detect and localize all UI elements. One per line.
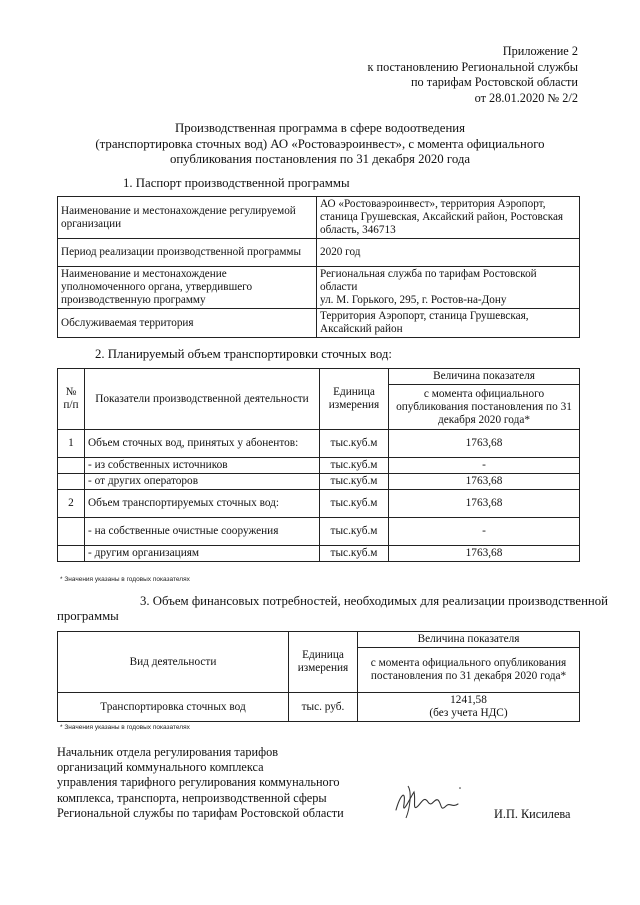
header-value-period: с момента официального опубликования постановления по 31 декабря 2020 года* <box>358 648 580 693</box>
row-value: 1763,68 <box>389 474 580 490</box>
row-value: - <box>389 518 580 546</box>
row-num <box>58 518 85 546</box>
row-activity: Транспортировка сточных вод <box>58 693 289 722</box>
footnote: * Значения указаны в годовых показателях <box>60 576 190 583</box>
appendix-header <box>367 44 578 106</box>
row-unit: тыс. руб. <box>289 693 358 722</box>
table-row <box>58 239 580 267</box>
table-row <box>58 267 580 309</box>
row-name: - из собственных источников <box>85 458 320 474</box>
row-num <box>58 458 85 474</box>
appendix-line: по тарифам Ростовской области <box>410 75 578 89</box>
appendix-line: от 28.01.2020 № 2/2 <box>474 90 578 105</box>
row-value: 1241,58 <box>450 694 487 706</box>
row-value: - <box>389 458 580 474</box>
header-unit: Единица измерения <box>320 369 389 430</box>
signer-name: И.П. Кисилева <box>494 807 571 821</box>
table-row <box>58 458 580 474</box>
row-num: 2 <box>58 490 85 518</box>
passport-value: АО «Ростоваэроинвест», территория Аэропорт, станица Грушевская, Аксайский район, Ростовская область, 346713 <box>317 197 580 239</box>
row-name: - от других операторов <box>85 474 320 490</box>
row-name: Объем сточных вод, принятых у абонентов: <box>85 430 320 458</box>
title-line: (транспортировка сточных вод) АО «Ростоваэроинвест», с момента официального <box>95 136 545 151</box>
row-name: - другим организациям <box>85 546 320 562</box>
row-unit: тыс.куб.м <box>320 474 389 490</box>
passport-value-cell <box>317 267 580 309</box>
passport-value-address: ул. М. Горького, 295, г. Ростов-на-Дону <box>320 294 507 306</box>
footer-line: Начальник отдела регулирования тарифов <box>57 745 279 759</box>
finance-table <box>57 631 580 722</box>
footer-line: управления тарифного регулирования коммунального <box>57 775 340 790</box>
passport-label: Обслуживаемая территория <box>58 309 317 338</box>
passport-label: Период реализации производственной программы <box>58 239 317 267</box>
volume-table <box>57 368 580 562</box>
table-row <box>58 474 580 490</box>
section3-heading <box>57 594 609 624</box>
section3-heading-line: программы <box>57 609 119 623</box>
section1-heading: 1. Паспорт производственной программы <box>123 176 350 190</box>
header-value-group: Величина показателя <box>389 369 580 385</box>
table-header-row <box>58 632 580 648</box>
section3-heading-line: 3. Объем финансовых потребностей, необходимых для реализации производственной <box>140 594 609 608</box>
row-unit: тыс.куб.м <box>320 458 389 474</box>
signature <box>388 778 468 828</box>
table-row <box>58 693 580 722</box>
header-num: № п/п <box>58 369 85 430</box>
header-indicator: Показатели производственной деятельности <box>85 369 320 430</box>
header-activity: Вид деятельности <box>58 632 289 693</box>
section2-heading: 2. Планируемый объем транспортировки сточных вод: <box>95 347 392 361</box>
row-unit: тыс.куб.м <box>320 490 389 518</box>
row-num: 1 <box>58 430 85 458</box>
appendix-line: Приложение 2 <box>502 44 578 58</box>
table-row <box>58 490 580 518</box>
footnote: * Значения указаны в годовых показателях <box>60 724 190 731</box>
row-value-cell <box>358 693 580 722</box>
row-num <box>58 474 85 490</box>
table-row <box>58 309 580 338</box>
row-unit: тыс.куб.м <box>320 546 389 562</box>
row-value: 1763,68 <box>389 546 580 562</box>
title-line: опубликования постановления по 31 декабря 2020 года <box>169 152 471 166</box>
row-value: 1763,68 <box>389 490 580 518</box>
header-unit: Единица измерения <box>289 632 358 693</box>
table-row <box>58 430 580 458</box>
passport-table <box>57 196 580 338</box>
passport-label: Наименование и местонахождение уполномоченного органа, утвердившего производственную программу <box>58 267 317 309</box>
header-value-group: Величина показателя <box>358 632 580 648</box>
passport-value: Территория Аэропорт, станица Грушевская, Аксайский район <box>317 309 580 338</box>
footer-line: комплекса, транспорта, непроизводственной сферы <box>57 790 327 805</box>
footer-line: Региональной службы по тарифам Ростовской области <box>57 805 344 820</box>
title-line: Производственная программа в сфере водоотведения <box>174 121 466 135</box>
passport-value: Региональная служба по тарифам Ростовской области <box>320 268 537 293</box>
footer-position <box>57 745 344 821</box>
header-value-period: с момента официального опубликования постановления по 31 декабря 2020 года* <box>389 385 580 430</box>
document-title <box>60 121 580 168</box>
table-row <box>58 518 580 546</box>
passport-value: 2020 год <box>317 239 580 267</box>
footer-line: организаций коммунального комплекса <box>57 760 264 775</box>
row-unit: тыс.куб.м <box>320 430 389 458</box>
row-value: 1763,68 <box>389 430 580 458</box>
row-num <box>58 546 85 562</box>
table-row <box>58 197 580 239</box>
appendix-line: к постановлению Региональной службы <box>367 59 578 74</box>
passport-label: Наименование и местонахождение регулируемой организации <box>58 197 317 239</box>
table-header-row <box>58 369 580 385</box>
row-name: - на собственные очистные сооружения <box>85 518 320 546</box>
row-unit: тыс.куб.м <box>320 518 389 546</box>
table-row <box>58 546 580 562</box>
row-value-note: (без учета НДС) <box>429 707 508 719</box>
row-name: Объем транспортируемых сточных вод: <box>85 490 320 518</box>
